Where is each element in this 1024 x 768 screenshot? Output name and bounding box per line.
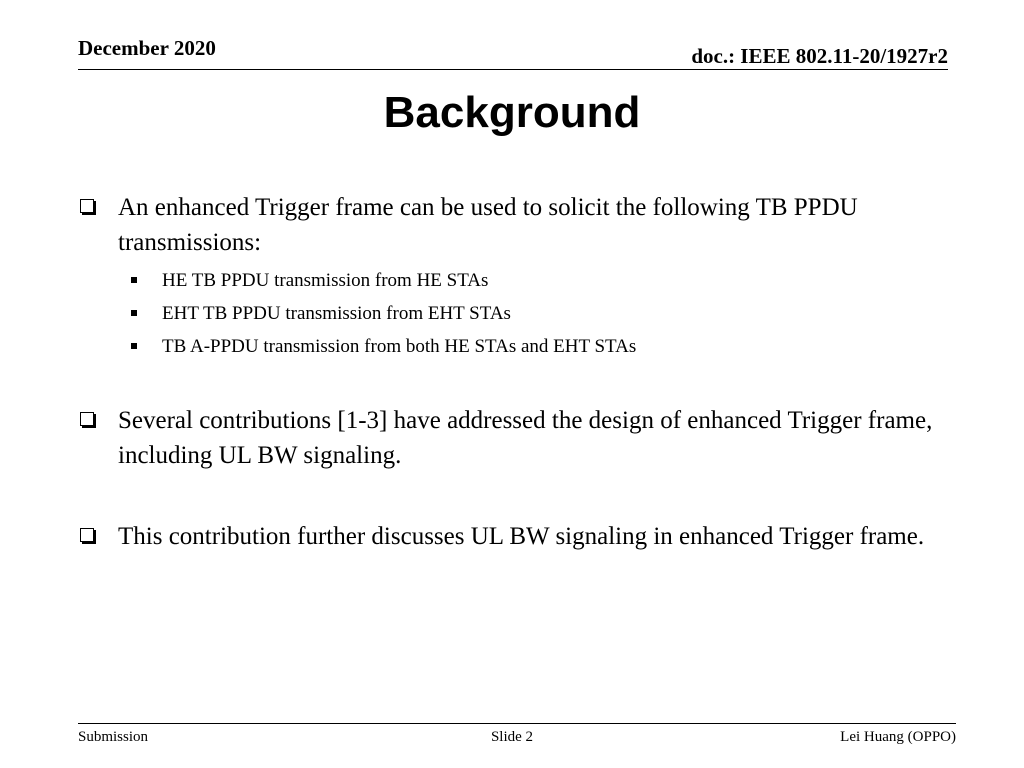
square-bullet-icon — [131, 343, 137, 349]
checkbox-icon — [80, 528, 94, 542]
bullet-1-text: An enhanced Trigger frame can be used to solicit the following TB PPDU transmissions: — [118, 194, 858, 256]
footer-submission: Submission — [78, 729, 149, 745]
sub-item — [78, 330, 938, 363]
slide-title: Background — [383, 88, 641, 137]
header-divider — [78, 69, 948, 70]
sub-item — [78, 264, 938, 297]
bullet-2-text: Several contributions [1-3] have addressed the design of enhanced Trigger frame, including UL BW signaling. — [118, 407, 933, 469]
square-bullet-icon — [131, 277, 137, 283]
bullet-3 — [78, 519, 938, 554]
footer-author: Lei Huang (OPPO) — [840, 729, 956, 745]
sub-item-text: HE TB PPDU transmission from HE STAs — [162, 270, 489, 291]
bullet-2 — [78, 403, 938, 473]
checkbox-icon — [80, 412, 94, 426]
checkbox-icon — [80, 199, 94, 213]
bullet-1 — [78, 190, 938, 363]
header-doc-id: doc.: IEEE 802.11-20/1927r2 — [691, 44, 948, 68]
bullet-3-text: This contribution further discusses UL BW signaling in enhanced Trigger frame. — [118, 523, 925, 550]
footer-divider — [78, 723, 956, 724]
sub-item-text: EHT TB PPDU transmission from EHT STAs — [162, 303, 511, 324]
sub-item-text: TB A-PPDU transmission from both HE STAs and EHT STAs — [162, 336, 637, 357]
header-date: December 2020 — [78, 36, 216, 60]
square-bullet-icon — [131, 310, 137, 316]
sub-item — [78, 297, 938, 330]
bullet-1-sublist — [78, 264, 938, 363]
footer-slide-number: Slide 2 — [490, 729, 534, 745]
